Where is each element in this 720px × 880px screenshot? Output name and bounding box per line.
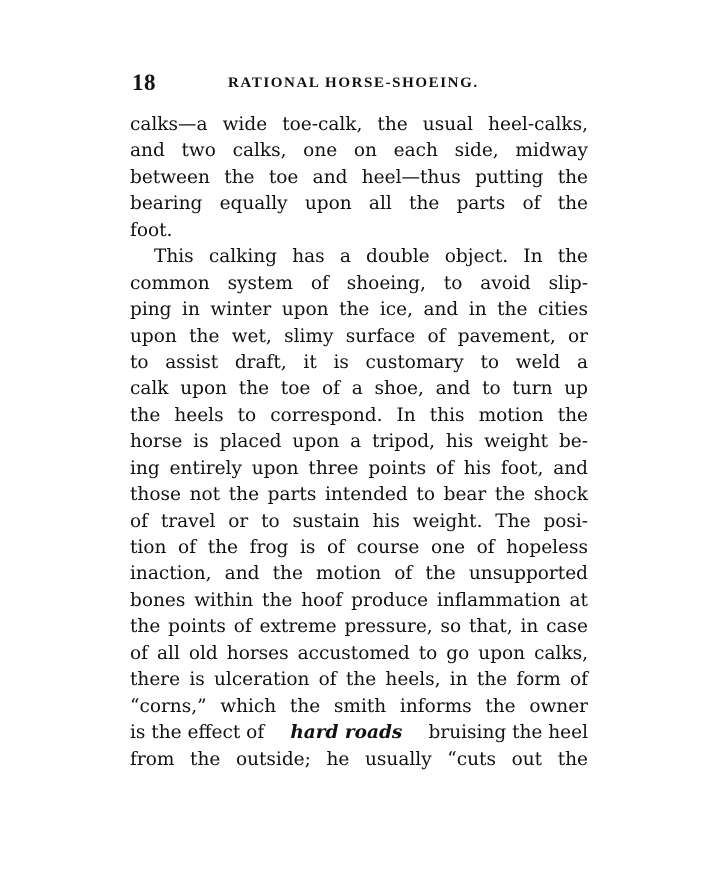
text-line: horse is placed upon a tripod, his weight be-: [130, 431, 588, 453]
paragraph-start-line: This calking has a double object. In the: [154, 246, 588, 268]
text-line: those not the parts intended to bear the shock: [130, 484, 588, 506]
text-line: common system of shoeing, to avoid slip-: [130, 272, 588, 294]
text-line: calk upon the toe of a shoe, and to turn up: [130, 378, 588, 400]
emphasized-phrase: hard roads: [290, 722, 403, 744]
text-segment: bruising the heel: [428, 722, 588, 744]
text-line: bones within the hoof produce inflammation at: [130, 589, 588, 611]
text-line: between the toe and heel—thus putting the: [130, 166, 588, 188]
page-number: 18: [132, 70, 156, 95]
text-line: and two calks, one on each side, midway: [130, 140, 588, 162]
text-line: the heels to correspond. In this motion the: [130, 404, 588, 426]
text-line: of travel or to sustain his weight. The posi-: [130, 510, 588, 532]
text-line: from the outside; he usually “cuts out the: [130, 748, 588, 770]
running-title: RATIONAL HORSE-SHOEING.: [228, 75, 479, 91]
text-line: bearing equally upon all the parts of the: [130, 193, 588, 215]
text-line: “corns,” which the smith informs the owner: [130, 695, 588, 717]
text-line: ping in winter upon the ice, and in the cities: [130, 299, 588, 321]
text-line: there is ulceration of the heels, in the form of: [130, 669, 588, 691]
body-text: [130, 112, 588, 773]
text-line: upon the wet, slimy surface of pavement, or: [130, 325, 588, 347]
text-line: calks—a wide toe-calk, the usual heel-calks,: [130, 114, 588, 135]
text-line: foot.: [130, 219, 173, 241]
text-segment: is the effect of: [130, 722, 265, 744]
text-line: inaction, and the motion of the unsupported: [130, 563, 588, 585]
text-line: tion of the frog is of course one of hopeless: [130, 537, 588, 558]
text-line-with-emphasis: [130, 720, 588, 746]
text-line: of all old horses accustomed to go upon calks,: [130, 642, 588, 664]
page-header: [132, 70, 587, 100]
text-line: ing entirely upon three points of his foot, and: [130, 457, 588, 479]
text-line: the points of extreme pressure, so that, in case: [130, 616, 588, 638]
text-line: to assist draft, it is customary to weld a: [130, 351, 588, 373]
